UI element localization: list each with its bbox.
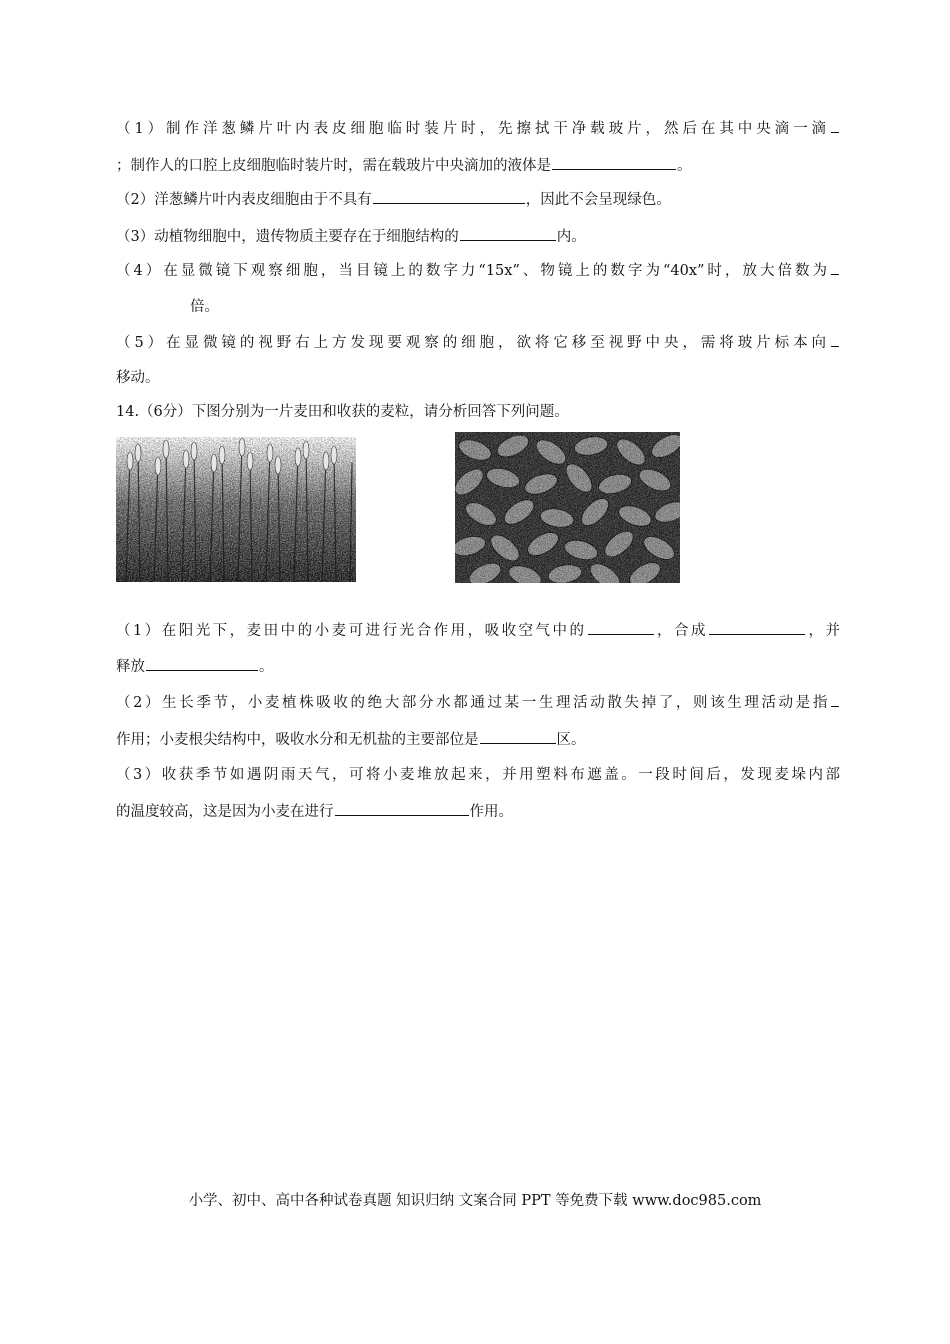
answer-blank[interactable] (831, 691, 839, 707)
q13-item4-line1: （4）在显微镜下观察细胞，当目镜上的数字力“15x”、物镜上的数字为“40x”时，放大倍数为 (116, 259, 840, 282)
answer-blank[interactable] (373, 188, 525, 204)
answer-blank[interactable] (831, 259, 839, 275)
answer-blank[interactable] (335, 800, 469, 816)
answer-blank[interactable] (831, 331, 839, 347)
wheat-field-icon (116, 437, 356, 582)
answer-blank[interactable] (460, 225, 556, 241)
q14-item3-line1: （3）收获季节如遇阴雨天气，可将小麦堆放起来，并用塑料布遮盖。一段时间后，发现麦垛内部 (116, 767, 840, 783)
q13-item5-line2: 移动。 (116, 370, 160, 386)
q14-item2-line2: 作用；小麦根尖结构中，吸收水分和无机盐的主要部位是 区。 (116, 728, 840, 751)
wheat-field-photo (116, 437, 356, 582)
q14-title: 14.（6分）下图分别为一片麦田和收获的麦粒，请分析回答下列问题。 (116, 404, 569, 420)
q14-item2-line1: （2）生长季节，小麦植株吸收的绝大部分水都通过某一生理活动散失掉了，则该生理活动是指 (116, 691, 840, 714)
q14-item3-line2: 的温度较高，这是因为小麦在进行 作用。 (116, 800, 840, 823)
q13-item1-line1: （1）制作洋葱鳞片叶内表皮细胞临时装片时，先擦拭干净载玻片，然后在其中央滴一滴 (116, 117, 840, 140)
wheat-grains-icon (455, 432, 680, 583)
answer-blank[interactable] (146, 655, 258, 671)
answer-blank[interactable] (831, 117, 839, 133)
answer-blank[interactable] (480, 728, 556, 744)
answer-blank[interactable] (709, 619, 805, 635)
q14-item1-line2: 释放 。 (116, 655, 840, 678)
page-footer: 小学、初中、高中各种试卷真题 知识归纳 文案合同 PPT 等免费下载 www.doc985.com (188, 1193, 762, 1209)
q13-item1-line2: ；制作人的口腔上皮细胞临时装片时，需在载玻片中央滴加的液体是 。 (116, 154, 840, 177)
wheat-grains-photo (455, 432, 680, 583)
q13-item5-line1: （5）在显微镜的视野右上方发现要观察的细胞，欲将它移至视野中央，需将玻片标本向 (116, 331, 840, 354)
q14-item1-line1: （1）在阳光下，麦田中的小麦可进行光合作用，吸收空气中的 ，合成 ，并 (116, 619, 840, 642)
answer-blank[interactable] (552, 154, 676, 170)
q13-item3: （3）动植物细胞中，遗传物质主要存在于细胞结构的 内。 (116, 225, 840, 248)
q13-item4-line2: 倍。 (190, 299, 219, 315)
answer-blank[interactable] (588, 619, 654, 635)
q13-item2: （2）洋葱鳞片叶内表皮细胞由于不具有 ，因此不会呈现绿色。 (116, 188, 840, 211)
